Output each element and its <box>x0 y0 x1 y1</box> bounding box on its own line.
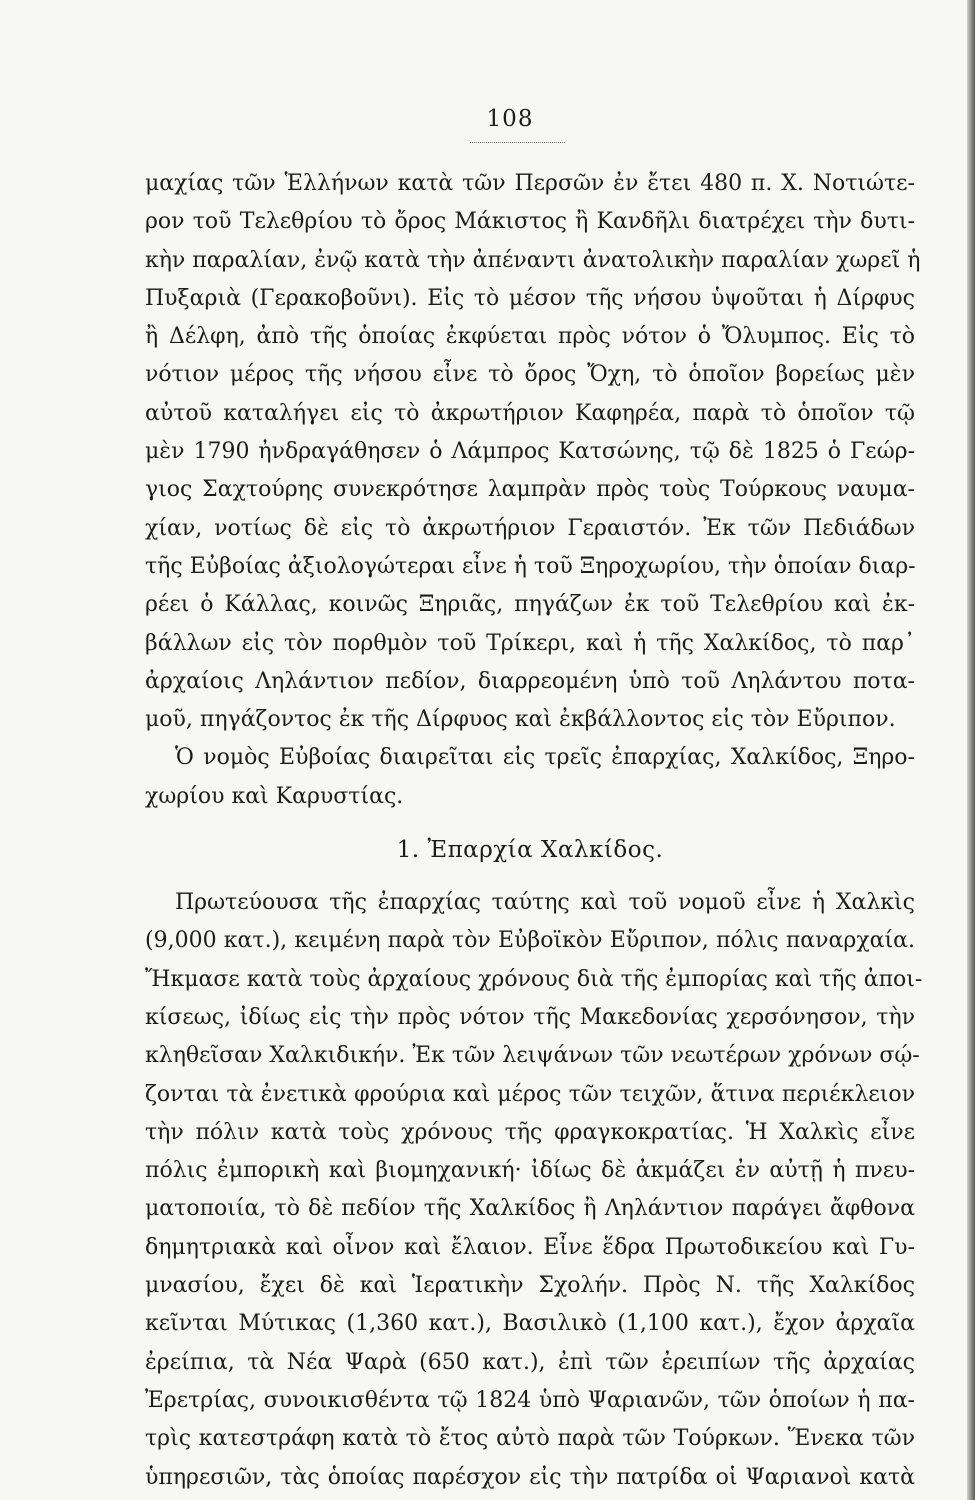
text-line: χωρίου καὶ Καρυστίας. <box>145 783 404 809</box>
text-line: Πρωτεύουσα τῆς ἐπαρχίας ταύτης καὶ τοῦ νομοῦ εἶνε ἡ Χαλκὶς <box>175 890 915 916</box>
text-line: χίαν, νοτίως δὲ εἰς τὸ ἀκρωτήριον Γεραιστόν. Ἐκ τῶν Πεδιάδων <box>145 515 915 541</box>
text-line: κεῖνται Μύτικας (1,360 κατ.), Βασιλικὸ (1,100 κατ.), ἔχον ἀρχαῖα <box>145 1311 915 1337</box>
paragraph-2 <box>145 884 923 1497</box>
text-line: γιος Σαχτούρης συνεκρότησε λαμπρὰν πρὸς τοὺς Τούρκους ναυμα- <box>145 477 915 503</box>
page-number: 108 <box>486 106 534 132</box>
text-line: μαχίας τῶν Ἑλλήνων κατὰ τῶν Περσῶν ἐν ἔτει 480 π. Χ. Νοτιώτε- <box>145 171 915 196</box>
body-text <box>145 165 923 1497</box>
text-line: μὲν 1790 ἠνδραγάθησεν ὁ Λάμπρος Κατσώνης, τῷ δὲ 1825 ὁ Γεώρ- <box>145 439 915 465</box>
text-line: ματοποιία, τὸ δὲ πεδίον τῆς Χαλκίδος ἢ Ληλάντιον παράγει ἄφθονα <box>145 1196 915 1222</box>
text-line: ὑπηρεσιῶν, τὰς ὁποίας παρέσχον εἰς τὴν πατρίδα οἱ Ψαριανοὶ κατὰ <box>145 1464 915 1490</box>
text-line: ἀρχαίοις Ληλάντιον πεδίον, διαρρεομένη ὑπὸ τοῦ Ληλάντου ποτα- <box>145 668 915 694</box>
text-line: ρέει ὁ Κάλλας, κοινῶς Ξηριᾶς, πηγάζων ἐκ τοῦ Τελεθρίου καὶ ἐκ- <box>145 592 915 618</box>
text-line: ρον τοῦ Τελεθρίου τὸ ὄρος Μάκιστος ἢ Κανδῆλι διατρέχει τὴν δυτι- <box>145 209 915 235</box>
text-line: Πυξαριὰ (Γερακοβοῦνι). Εἰς τὸ μέσον τῆς νήσου ὑψοῦται ἡ Δίρφυς <box>145 285 915 311</box>
page-edge-shadow <box>967 0 975 1500</box>
text-line: πόλις ἐμπορικὴ καὶ βιομηχανική· ἰδίως δὲ ἀκμάζει ἐν αὐτῇ ἡ πνευ- <box>145 1158 915 1184</box>
paragraph-1 <box>145 165 921 816</box>
text-line: κληθεῖσαν Χαλκιδικήν. Ἐκ τῶν λειψάνων τῶν νεωτέρων χρόνων σῴ- <box>145 1043 920 1069</box>
text-line: ζονται τὰ ἐνετικὰ φρούρια καὶ μέρος τῶν τειχῶν, ἅτινα περιέκλειον <box>145 1081 915 1107</box>
text-line: Ὁ νομὸς Εὐβοίας διαιρεῖται εἰς τρεῖς ἐπαρχίας, Χαλκίδος, Ξηρο- <box>175 745 915 771</box>
text-line: Ἐρετρίας, συνοικισθέντα τῷ 1824 ὑπὸ Ψαριανῶν, τῶν ὁποίων ἡ πα- <box>145 1387 915 1413</box>
text-line: ἢ Δέλφη, ἀπὸ τῆς ὁποίας ἐκφύεται πρὸς νότον ὁ Ὄλυμπος. Εἰς τὸ <box>145 324 915 350</box>
section-heading: 1. Ἐπαρχία Χαλκίδος. <box>396 837 664 864</box>
text-line: ἐρείπια, τὰ Νέα Ψαρὰ (650 κατ.), ἐπὶ τῶν ἐρειπίων τῆς ἀρχαίας <box>145 1349 915 1375</box>
text-line: τὴν πόλιν κατὰ τοὺς χρόνους τῆς φραγκοκρατίας. Ἡ Χαλκὶς εἶνε <box>145 1119 915 1145</box>
text-line: Ἤκμασε κατὰ τοὺς ἀρχαίους χρόνους διὰ τῆς ἐμπορίας καὶ τῆς ἀποι- <box>145 966 923 992</box>
text-line: τρὶς κατεστράφη κατὰ τὸ ἔτος αὐτὸ παρὰ τῶν Τούρκων. Ἕνεκα τῶν <box>145 1426 915 1452</box>
text-line: αὐτοῦ καταλήγει εἰς τὸ ἀκρωτήριον Καφηρέα, παρὰ τὸ ὁποῖον τῷ <box>145 400 915 426</box>
text-line: κὴν παραλίαν, ἐνῷ κατὰ τὴν ἀπέναντι ἀνατολικὴν παραλίαν χωρεῖ ἡ <box>145 247 921 273</box>
text-line: τῆς Εὐβοίας ἀξιολογώτεραι εἶνε ἡ τοῦ Ξηροχωρίου, τὴν ὁποίαν διαρ- <box>145 553 916 579</box>
text-line: μνασίου, ἔχει δὲ καὶ Ἱερατικὴν Σχολήν. Πρὸς Ν. τῆς Χαλκίδος <box>145 1273 915 1299</box>
text-line: μοῦ, πηγάζοντος ἐκ τῆς Δίρφυος καὶ ἐκβάλλοντος εἰς τὸν Εὔριπον. <box>145 707 896 733</box>
text-line: βάλλων εἰς τὸν πορθμὸν τοῦ Τρίκερι, καὶ ἡ τῆς Χαλκίδος, τὸ παρ᾽ <box>145 630 915 656</box>
page-number-rule <box>470 142 565 143</box>
text-line: κίσεως, ἰδίως εἰς τὴν πρὸς νότον τῆς Μακεδονίας χερσόνησον, τὴν <box>145 1004 915 1030</box>
text-line: δημητριακὰ καὶ οἶνον καὶ ἔλαιον. Εἶνε ἕδρα Πρωτοδικείου καὶ Γυ- <box>145 1234 915 1260</box>
text-line: (9,000 κατ.), κειμένη παρὰ τὸν Εὐβοϊκὸν Εὔριπον, πόλις παναρχαία. <box>145 928 915 954</box>
text-line: νότιον μέρος τῆς νήσου εἶνε τὸ ὄρος Ὄχη, τὸ ὁποῖον βορείως μὲν <box>145 362 915 388</box>
